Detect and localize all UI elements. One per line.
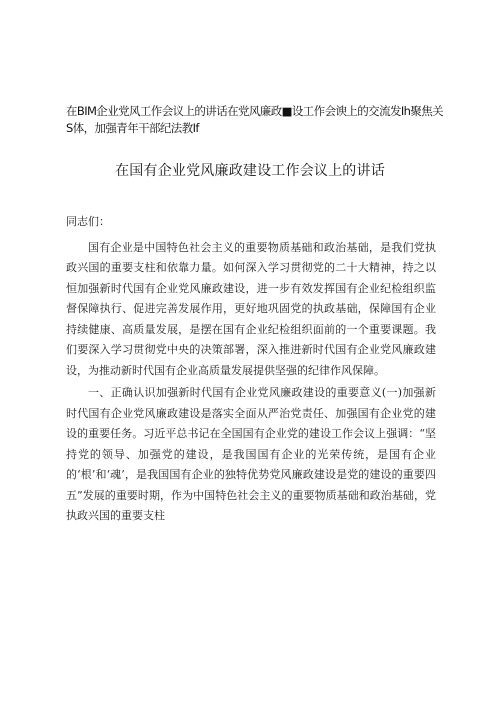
document-title: 在国有企业党风廉政建设工作会议上的讲话	[115, 163, 385, 179]
paragraph-intro: 国有企业是中国特色社会主义的重要物质基础和政治基础，是我们党执政兴国的重要支柱和依靠力量。如何深入学习贯彻党的二十大精神，持之以恒加强新时代国有企业党风廉政建设，进一步有效发挥国有企业纪检组织监督保障执行、促进完善发展作用，更好地巩固党的执政基础，保障国有企业持续健康、高质量发展，是摆在国有企业纪检组织面前的一个重要课题。我们要深入学习贯彻党中央的决策部署，深入推进新时代国有企业党风廉政建设，为推动新时代国有企业高质量发展提供坚强的纪律作风保障。	[66, 240, 436, 377]
header-note: 在BIM企业党风工作会议上的讲话在党风廉政■设工作会谀上的交流发Ih聚焦关S体，加强青年干部纪法教If	[66, 104, 444, 135]
salutation: 同志们：	[66, 215, 110, 228]
document-body	[66, 212, 436, 527]
paragraph-section-one: 一、正确认识加强新时代国有企业党风廉政建设的重要意义(一)加强新时代国有企业党风廉政建设是落实全面从严治党责任、加强国有企业党的建设的重要任务。习近平总书记在全国国有企业党的建设工作会议上强调：“坚持党的领导、加强党的建设，是我国国有企业的光荣传统，是国有企业的‘根’和‘魂’，是我国国有企业的独特优势党风廉政建设是党的建设的重要四五”发展的重要时期，作为中国特色社会主义的重要物质基础和政治基础，党执政兴国的重要支柱	[66, 386, 436, 522]
